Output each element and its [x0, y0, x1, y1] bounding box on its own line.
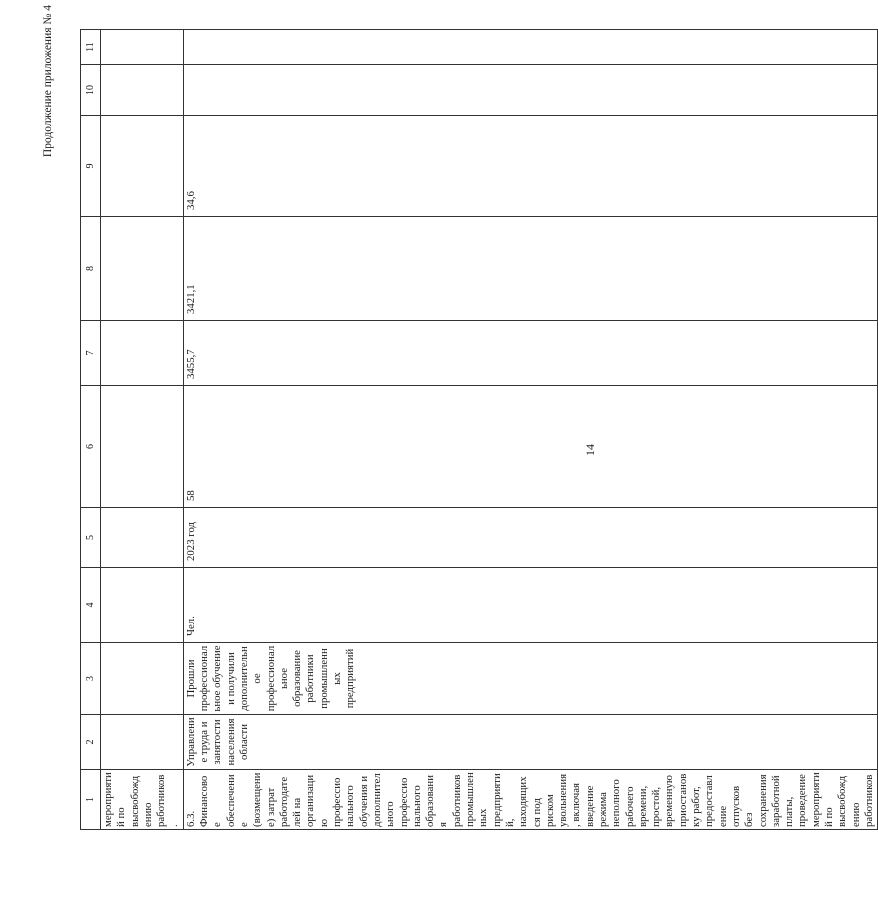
appendix-continuation-note: Продолжение приложения № 4 — [42, 5, 54, 158]
cell-col11 — [183, 30, 877, 65]
column-number-11: 11 — [81, 30, 101, 65]
cell-executor — [101, 715, 184, 770]
cell-indicator: Прошли профессиональное обучение и получили дополнительное профессиональное образование работники промышленных предприятий — [183, 643, 877, 715]
table-row — [101, 30, 184, 830]
cell-indicator — [101, 643, 184, 715]
cell-event: мероприятий по высвобождению работников. — [101, 770, 184, 830]
cell-col8 — [101, 217, 184, 321]
table-row — [183, 30, 877, 830]
appendix-table — [80, 29, 878, 830]
cell-col8: 3421,1 — [183, 217, 877, 321]
column-number-8: 8 — [81, 217, 101, 321]
column-number-1: 1 — [81, 770, 101, 830]
cell-period — [101, 508, 184, 568]
column-number-10: 10 — [81, 65, 101, 116]
cell-period: 2023 год — [183, 508, 877, 568]
cell-col6: 58 — [183, 386, 877, 508]
cell-col9: 34,6 — [183, 116, 877, 217]
cell-executor: Управление труда и занятости населения области — [183, 715, 877, 770]
cell-unit: Чел. — [183, 568, 877, 643]
cell-col10 — [183, 65, 877, 116]
column-number-6: 6 — [81, 386, 101, 508]
cell-col9 — [101, 116, 184, 217]
column-number-5: 5 — [81, 508, 101, 568]
column-number-9: 9 — [81, 116, 101, 217]
cell-unit — [101, 568, 184, 643]
table-header-row — [81, 30, 101, 830]
page-number: 14 — [583, 444, 597, 456]
column-number-7: 7 — [81, 321, 101, 386]
cell-col10 — [101, 65, 184, 116]
cell-col6 — [101, 386, 184, 508]
cell-col11 — [101, 30, 184, 65]
column-number-2: 2 — [81, 715, 101, 770]
cell-event: 6.3. Финансовое обеспечение (возмещение) затрат работодателей на организацию профессионального обучения и дополнительного профессионального образования работников промышленных предприятий, находящихся под риском увольнения, включая введение режима неполного рабочего времени, простой, временную приостановку работ, предоставление отпусков без сохранения заработной платы, проведение мероприятий по высвобождению работников — [183, 770, 877, 830]
cell-col7 — [101, 321, 184, 386]
cell-col7: 3455,7 — [183, 321, 877, 386]
column-number-4: 4 — [81, 568, 101, 643]
column-number-3: 3 — [81, 643, 101, 715]
